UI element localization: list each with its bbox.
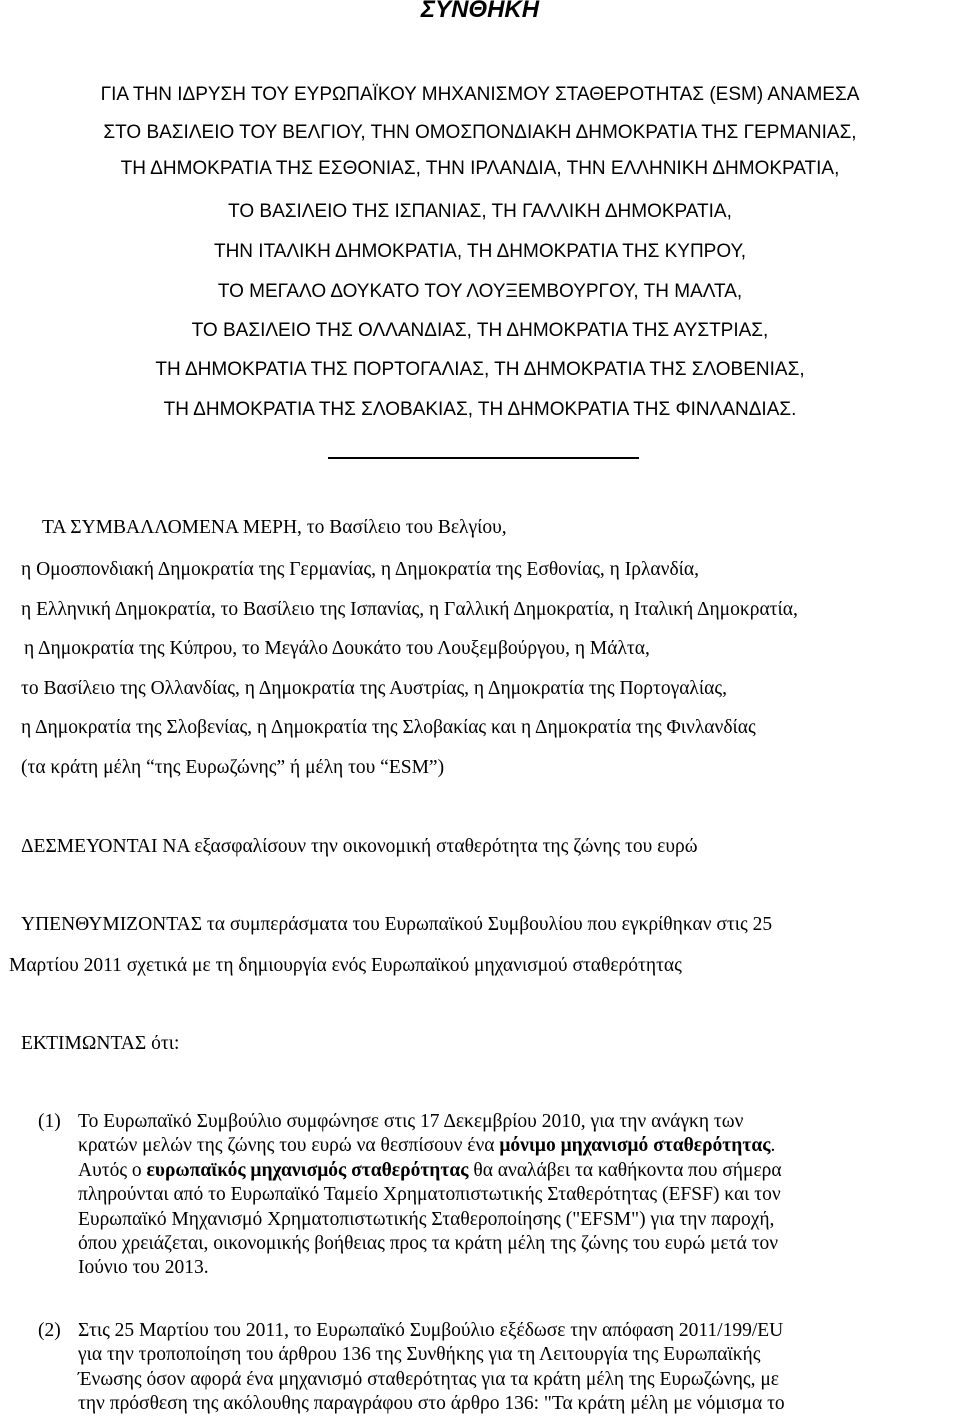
recital-text (78, 1319, 950, 1417)
recital-number: (2) (38, 1320, 61, 1341)
heading-line: ΤΗ ΔΗΜΟΚΡΑΤΙΑ ΤΗΣ ΕΣΘΟΝΙΑΣ, ΤΗΝ ΙΡΛΑΝΔΙΑ, ΤΗΝ ΕΛΛΗΝΙΚΗ ΔΗΜΟΚΡΑΤΙΑ, (120, 158, 840, 179)
recital-line: την πρόσθεση της ακόλουθης παραγράφου στο άρθρο 136: "Τα κράτη μέλη με νόμισμα το (78, 1393, 785, 1415)
recital-text (78, 1110, 950, 1281)
heading-line: ΤΗ ΔΗΜΟΚΡΑΤΙΑ ΤΗΣ ΣΛΟΒΑΚΙΑΣ, ΤΗ ΔΗΜΟΚΡΑΤΙΑ ΤΗΣ ΦΙΝΛΑΝΔΙΑΣ. (163, 399, 797, 420)
recital-line: για την τροποποίηση του άρθρου 136 της Συνθήκης για τη Λειτουργία της Ευρωπαϊκής (78, 1344, 761, 1366)
page-title: ΣΥΝΘΗΚΗ (420, 0, 540, 23)
recalling-line: ΥΠΕΝΘΥΜΙΖΟΝΤΑΣ τα συμπεράσματα του Ευρωπαϊκού Συμβουλίου που εγκρίθηκαν στις 25 (21, 914, 773, 935)
heading-line: ΓΙΑ ΤΗΝ ΙΔΡΥΣΗ ΤΟΥ ΕΥΡΩΠΑΪΚΟΥ ΜΗΧΑΝΙΣΜΟΥ ΣΤΑΘΕΡΟΤΗΤΑΣ (ESM) ΑΝΑΜΕΣΑ (100, 84, 860, 105)
heading-line: ΤΟ ΒΑΣΙΛΕΙΟ ΤΗΣ ΙΣΠΑΝΙΑΣ, ΤΗ ΓΑΛΛΙΚΗ ΔΗΜΟΚΡΑΤΙΑ, (228, 201, 732, 222)
recital-line: κρατών μελών της ζώνης του ευρώ να θεσπίσουν ένα μόνιμο μηχανισμό σταθερότητας. (78, 1135, 776, 1157)
recital-line: Ευρωπαϊκό Μηχανισμό Χρηματοπιστωτικής Σταθεροποίησης ("EFSM") για την παροχή, (78, 1208, 775, 1230)
recital-line: όπου χρειάζεται, οικονομικής βοήθειας προς τα κράτη μέλη της ζώνης του ευρώ μετά τον (78, 1233, 779, 1255)
parties-line: η Δημοκρατία της Σλοβενίας, η Δημοκρατία της Σλοβακίας και η Δημοκρατία της Φινλανδίας (21, 717, 756, 738)
undertaking-paragraph: ΔΕΣΜΕΥΟΝΤΑΙ ΝΑ εξασφαλίσουν την οικονομική σταθερότητα της ζώνης του ευρώ (21, 836, 698, 857)
parties-line: (τα κράτη μέλη “της Ευρωζώνης” ή μέλη του “ESM”) (21, 757, 445, 778)
recital-line: Στις 25 Μαρτίου του 2011, το Ευρωπαϊκό Συμβούλιο εξέδωσε την απόφαση 2011/199/ΕU (78, 1320, 784, 1341)
heading-line: ΣΤΟ ΒΑΣΙΛΕΙΟ ΤΟΥ ΒΕΛΓΙΟΥ, ΤΗΝ ΟΜΟΣΠΟΝΔΙΑΚΗ ΔΗΜΟΚΡΑΤΙΑ ΤΗΣ ΓΕΡΜΑΝΙΑΣ, (103, 122, 857, 143)
bold-phrase: μόνιμο μηχανισμό σταθερότητας (499, 1135, 771, 1157)
parties-line: το Βασίλειο της Ολλανδίας, η Δημοκρατία της Αυστρίας, η Δημοκρατία της Πορτογαλίας, (21, 678, 727, 699)
recital-line: Ένωσης όσον αφορά ένα μηχανισμό σταθερότητας για τα κράτη μέλη της Ευρωζώνης, με (78, 1368, 780, 1390)
recital-number: (1) (38, 1111, 61, 1132)
parties-line: η Ελληνική Δημοκρατία, το Βασίλειο της Ισπανίας, η Γαλλική Δημοκρατία, η Ιταλική Δημοκρατία, (21, 599, 798, 620)
recital-line: Το Ευρωπαϊκό Συμβούλιο συμφώνησε στις 17 Δεκεμβρίου 2010, για την ανάγκη των (78, 1111, 744, 1132)
recital-line: Ιούνιο του 2013. (78, 1257, 209, 1279)
separator-rule (328, 457, 639, 459)
parties-line: η Ομοσπονδιακή Δημοκρατία της Γερμανίας, η Δημοκρατία της Εσθονίας, η Ιρλανδία, (21, 559, 699, 580)
bold-phrase: ευρωπαϊκός μηχανισμός σταθερότητας (146, 1159, 469, 1181)
parties-line: η Δημοκρατία της Κύπρου, το Μεγάλο Δουκάτο του Λουξεμβούργου, η Μάλτα, (24, 638, 650, 659)
heading-line: ΤΟ ΒΑΣΙΛΕΙΟ ΤΗΣ ΟΛΛΑΝΔΙΑΣ, ΤΗ ΔΗΜΟΚΡΑΤΙΑ ΤΗΣ ΑΥΣΤΡΙΑΣ, (191, 320, 769, 341)
heading-line: ΤΗΝ ΙΤΑΛΙΚΗ ΔΗΜΟΚΡΑΤΙΑ, ΤΗ ΔΗΜΟΚΡΑΤΙΑ ΤΗΣ ΚΥΠΡΟΥ, (213, 241, 747, 262)
recital-line: Αυτός ο ευρωπαϊκός μηχανισμός σταθερότητας θα αναλάβει τα καθήκοντα που σήμερα (78, 1159, 782, 1181)
heading-line: ΤΗ ΔΗΜΟΚΡΑΤΙΑ ΤΗΣ ΠΟΡΤΟΓΑΛΙΑΣ, ΤΗ ΔΗΜΟΚΡΑΤΙΑ ΤΗΣ ΣΛΟΒΕΝΙΑΣ, (155, 359, 805, 380)
considering-heading: ΕΚΤΙΜΩΝΤΑΣ ότι: (21, 1033, 180, 1054)
recalling-line: Μαρτίου 2011 σχετικά με τη δημιουργία ενός Ευρωπαϊκού μηχανισμού σταθερότητας (9, 955, 682, 976)
parties-line: ΤΑ ΣΥΜΒΑΛΛΟΜΕΝΑ ΜΕΡΗ, το Βασίλειο του Βελγίου, (42, 517, 507, 538)
recital-line: πληρούνται από το Ευρωπαϊκό Ταμείο Χρηματοπιστωτικής Σταθερότητας (EFSF) και τον (78, 1184, 781, 1206)
heading-line: ΤΟ ΜΕΓΑΛΟ ΔΟΥΚΑΤΟ ΤΟΥ ΛΟΥΞΕΜΒΟΥΡΓΟΥ, ΤΗ ΜΑΛΤΑ, (217, 281, 743, 302)
